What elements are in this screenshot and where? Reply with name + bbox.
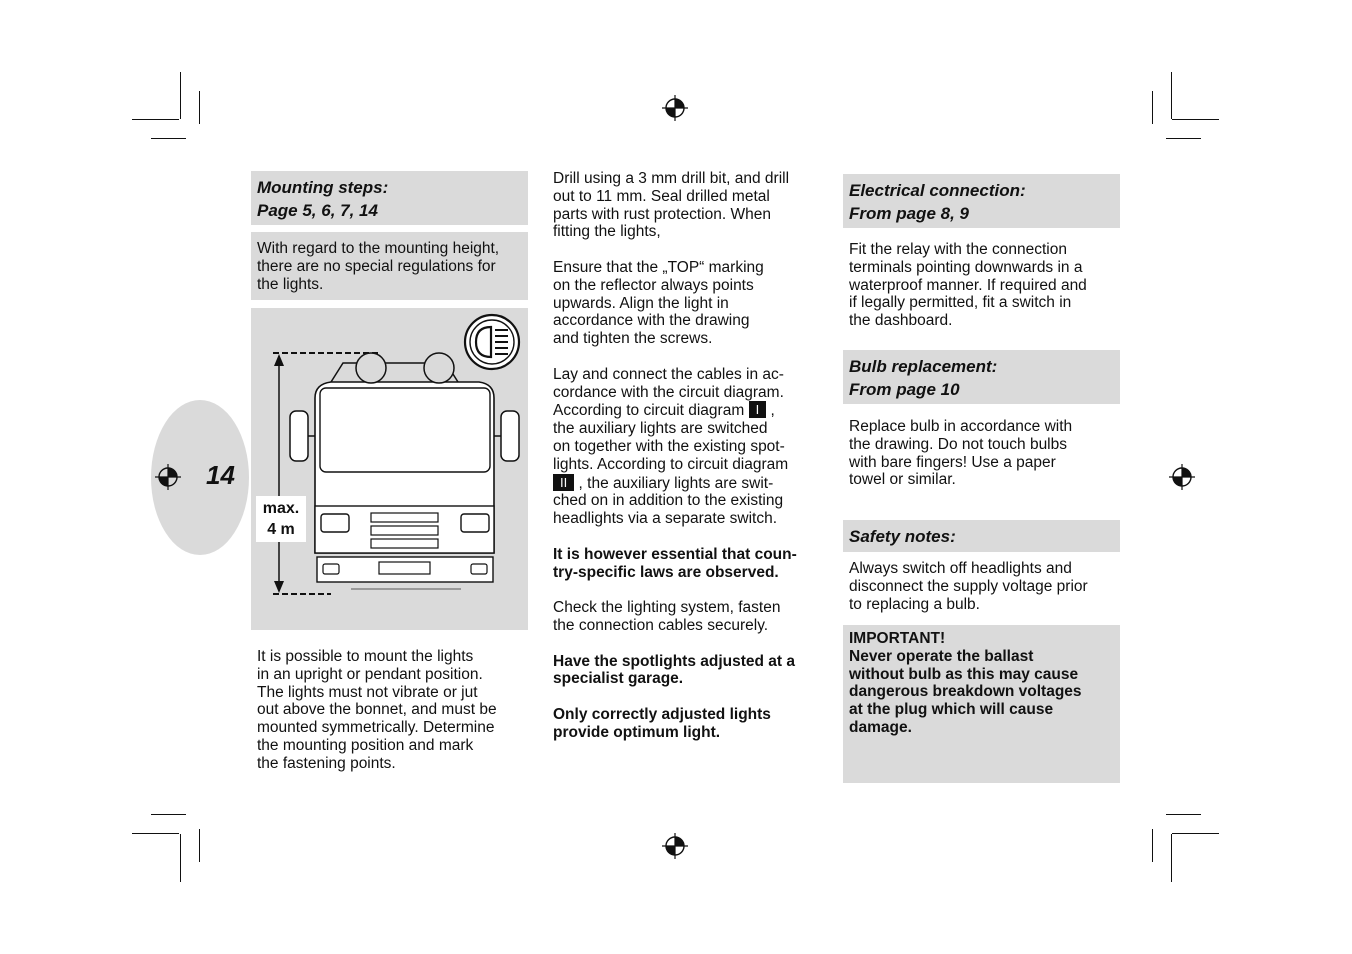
max-label-line: max.	[262, 500, 300, 517]
column-2-text	[553, 170, 828, 759]
text-line: without bulb as this may cause	[849, 665, 1079, 683]
text-line: accordance with the drawing	[553, 312, 750, 330]
text-segment: ,	[770, 402, 775, 420]
text-line	[553, 474, 828, 493]
text-line: headlights via a separate switch.	[553, 510, 778, 528]
text-line: waterproof manner. If required and	[849, 276, 1087, 294]
mounting-steps-header	[251, 171, 528, 225]
text-line: there are no special regulations for	[257, 257, 496, 275]
electrical-connection-header	[843, 174, 1120, 228]
header-line: Page 5, 6, 7, 14	[257, 201, 378, 220]
max-height-label	[256, 496, 306, 542]
text-line: Replace bulb in accordance with	[849, 418, 1073, 435]
text-segment: According to circuit diagram	[553, 402, 745, 420]
text-line: Ensure that the „TOP“ marking	[553, 258, 764, 276]
paragraph-check	[553, 599, 828, 635]
paragraph-top-marking	[553, 259, 828, 348]
registration-mark-icon	[662, 833, 688, 859]
paragraph-cables	[553, 366, 828, 528]
circuit-diagram-badge-i: I	[749, 401, 767, 418]
text-line: the fastening points.	[257, 754, 396, 772]
page-number: 14	[206, 460, 235, 490]
registration-mark-icon	[155, 464, 181, 490]
text-line: on the reflector always points	[553, 276, 754, 294]
electrical-connection-text	[849, 241, 1124, 330]
text-line: disconnect the supply voltage prior	[849, 577, 1088, 595]
important-warning-box	[843, 625, 1120, 783]
text-line: the lights.	[257, 275, 324, 293]
text-line: the drawing. Do not touch bulbs	[849, 435, 1067, 453]
safety-notes-text	[849, 560, 1124, 613]
important-title: IMPORTANT!	[849, 630, 946, 647]
text-line: at the plug which will cause	[849, 701, 1054, 719]
paragraph-optimum	[553, 706, 828, 742]
text-line: lights. According to circuit diagram	[553, 455, 789, 473]
text-line: towel or similar.	[849, 471, 956, 489]
paragraph-garage	[553, 653, 828, 689]
text-line: the dashboard.	[849, 312, 953, 330]
text-line: Have the spotlights adjusted at a	[553, 652, 796, 670]
text-line: parts with rust protection. When	[553, 205, 771, 223]
text-line: in an upright or pendant position.	[257, 665, 483, 683]
text-line: the auxiliary lights are switched	[553, 420, 768, 438]
bulb-replacement-header	[843, 350, 1120, 404]
text-line: provide optimum light.	[553, 723, 721, 741]
text-line: fitting the lights,	[553, 223, 661, 241]
header-line: From page 10	[849, 380, 960, 399]
text-line: cordance with the circuit diagram.	[553, 383, 784, 401]
text-line: Never operate the ballast	[849, 647, 1034, 665]
text-line: The lights must not vibrate or jut	[257, 683, 478, 701]
text-line: damage.	[849, 718, 912, 736]
text-line: upwards. Align the light in	[553, 294, 729, 312]
text-line: Only correctly adjusted lights	[553, 705, 771, 723]
text-line: Always switch off headlights and	[849, 560, 1072, 577]
header-line: Electrical connection:	[849, 181, 1026, 200]
text-line: specialist garage.	[553, 670, 684, 688]
header-line: From page 8, 9	[849, 204, 969, 223]
text-line: out to 11 mm. Seal drilled metal	[553, 187, 770, 205]
text-line: It is possible to mount the lights	[257, 648, 474, 665]
text-line: on together with the existing spot-	[553, 437, 785, 455]
mounting-height-note	[251, 232, 528, 300]
text-line: Lay and connect the cables in ac-	[553, 365, 784, 383]
max-label-line: 4 m	[267, 521, 295, 538]
text-line: Check the lighting system, fasten	[553, 599, 781, 617]
text-line: to replacing a bulb.	[849, 595, 980, 613]
safety-notes-header	[843, 520, 1120, 552]
text-line: Fit the relay with the connection	[849, 241, 1067, 258]
text-line: Drill using a 3 mm drill bit, and drill	[553, 170, 790, 187]
headlight-symbol-icon	[463, 313, 521, 371]
text-line: the mounting position and mark	[257, 736, 474, 754]
text-line: out above the bonnet, and must be	[257, 701, 497, 719]
text-line: ched on in addition to the existing	[553, 492, 784, 510]
registration-mark-icon	[662, 95, 688, 121]
paragraph-laws	[553, 546, 828, 582]
text-line: terminals pointing downwards in a	[849, 258, 1083, 276]
text-segment: , the auxiliary lights are swit-	[578, 474, 774, 492]
text-line: and tighten the screws.	[553, 330, 713, 348]
text-line: dangerous breakdown voltages	[849, 683, 1082, 701]
paragraph-drilling	[553, 170, 828, 241]
text-line: if legally permitted, fit a switch in	[849, 294, 1072, 312]
header-line: Bulb replacement:	[849, 357, 998, 376]
text-line: try-specific laws are observed.	[553, 563, 779, 581]
text-line: It is however essential that coun-	[553, 545, 797, 563]
mounting-body-text	[257, 648, 529, 773]
circuit-diagram-badge-ii: II	[553, 474, 574, 491]
text-line: With regard to the mounting height,	[257, 240, 500, 257]
header-line: Mounting steps:	[257, 178, 389, 197]
text-line: with bare fingers! Use a paper	[849, 453, 1056, 471]
header-line: Safety notes:	[849, 527, 956, 546]
text-line: the connection cables securely.	[553, 616, 769, 634]
text-line	[553, 401, 828, 420]
registration-mark-icon	[1169, 464, 1195, 490]
text-line: mounted symmetrically. Determine	[257, 719, 495, 737]
bulb-replacement-text	[849, 418, 1124, 489]
